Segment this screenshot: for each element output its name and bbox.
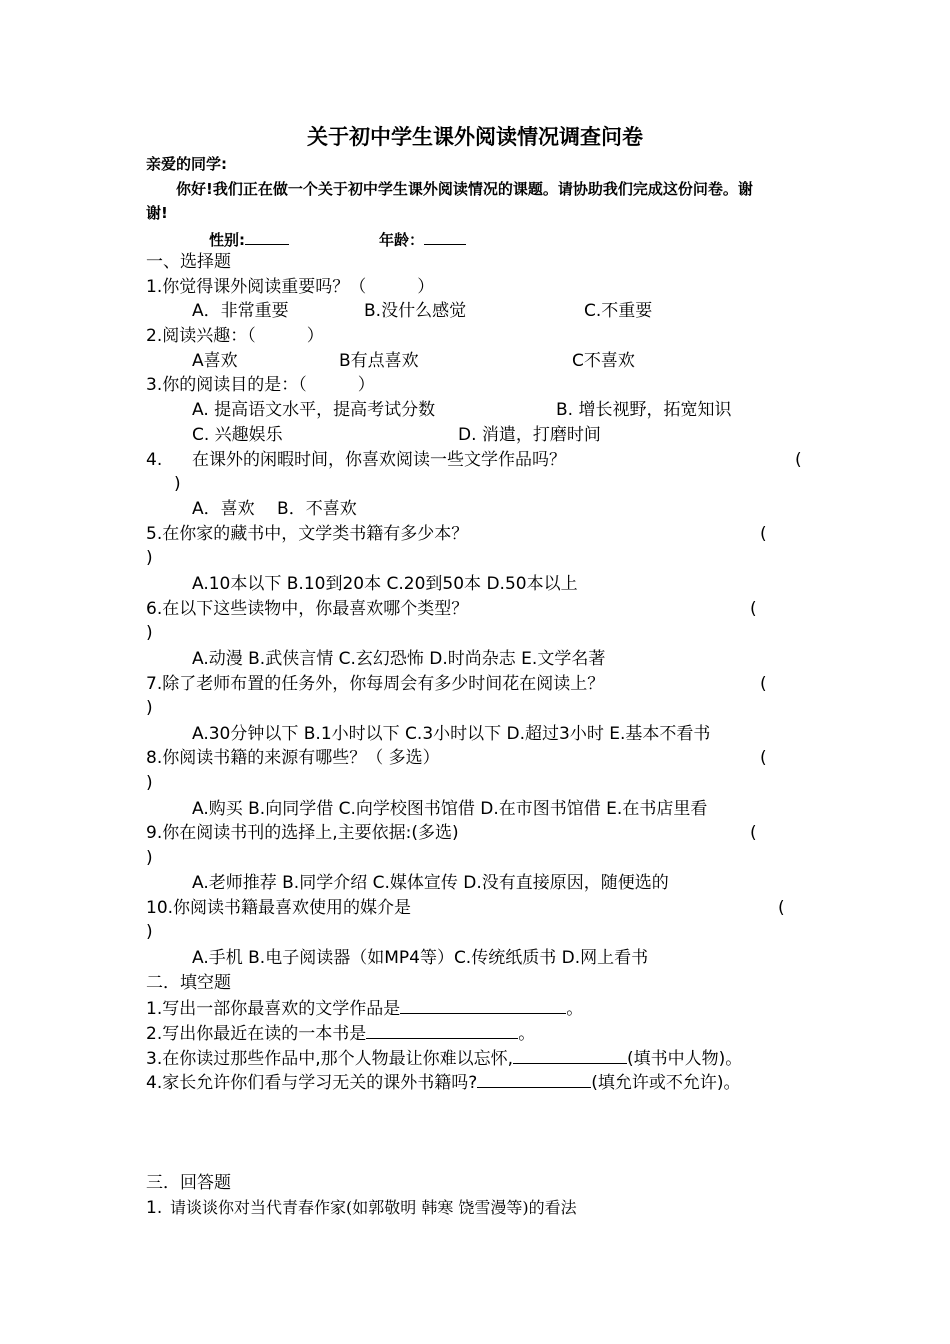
fill-2-text: 2.写出你最近在读的一本书是 <box>146 1024 367 1044</box>
q8-paren-close: ) <box>146 773 153 793</box>
q10-paren-close: ) <box>146 922 153 942</box>
q5-text: 5.在你家的藏书中，文学类书籍有多少本？ <box>146 524 469 544</box>
q5-options[interactable]: A.10本以下 B.10到20本 C.20到50本 D.50本以上 <box>192 574 578 594</box>
q1-option-c[interactable]: C.不重要 <box>584 301 653 321</box>
age-field <box>379 227 466 252</box>
greeting: 亲爱的同学: <box>146 155 227 173</box>
q4-number: 4. <box>146 450 163 470</box>
fill-4 <box>146 1070 741 1095</box>
essay-q1-text: 请谈谈你对当代青春作家(如郭敬明 韩寒 饶雪漫等)的看法 <box>170 1198 577 1217</box>
gender-blank[interactable] <box>245 227 289 245</box>
fill-3-text: 3.在你读过那些作品中,那个人物最让你难以忘怀, <box>146 1049 514 1069</box>
fill-4-end: (填允许或不允许)。 <box>591 1073 741 1093</box>
q9-options[interactable]: A.老师推荐 B.同学介绍 C.媒体宣传 D.没有直接原因，随便选的 <box>192 873 669 893</box>
q10-options[interactable]: A.手机 B.电子阅读器（如MP4等）C.传统纸质书 D.网上看书 <box>192 948 649 968</box>
q8-text: 8.你阅读书籍的来源有哪些？（ 多选） <box>146 748 440 768</box>
fill-1-blank[interactable] <box>400 996 566 1014</box>
q7-text: 7.除了老师布置的任务外，你每周会有多少时间花在阅读上？ <box>146 674 605 694</box>
q5-paren-close: ) <box>146 548 153 568</box>
q3-text: 3.你的阅读目的是：（ ） <box>146 375 375 395</box>
q10-text: 10.你阅读书籍最喜欢使用的媒介是 <box>146 898 412 918</box>
q7-options[interactable]: A.30分钟以下 B.1小时以下 C.3小时以下 D.超过3小时 E.基本不看书 <box>192 724 711 744</box>
q9-paren-close: ) <box>146 848 153 868</box>
q10-paren-open: ( <box>778 898 785 918</box>
q9-text: 9.你在阅读书刊的选择上,主要依据:(多选) <box>146 823 459 843</box>
q1-text: 1.你觉得课外阅读重要吗？（ ） <box>146 277 435 297</box>
q4-paren-close: ) <box>174 474 181 494</box>
gender-field <box>209 227 289 252</box>
section1-heading: 一、选择题 <box>146 252 231 272</box>
q5-paren-open: ( <box>760 524 767 544</box>
q2-option-a[interactable]: A喜欢 <box>192 351 238 371</box>
fill-4-text: 4.家长允许你们看与学习无关的课外书籍吗? <box>146 1073 478 1093</box>
q2-option-c[interactable]: C不喜欢 <box>572 351 635 371</box>
q8-options[interactable]: A.购买 B.向同学借 C.向学校图书馆借 D.在市图书馆借 E.在书店里看 <box>192 799 708 819</box>
fill-2 <box>146 1021 535 1046</box>
q4-options[interactable]: A．喜欢 B．不喜欢 <box>192 499 357 519</box>
section2-heading: 二．填空题 <box>146 973 231 993</box>
fill-1-text: 1.写出一部你最喜欢的文学作品是 <box>146 999 401 1019</box>
q2-text: 2.阅读兴趣：（ ） <box>146 326 324 346</box>
gender-label: 性别: <box>209 231 245 249</box>
q9-paren-open: ( <box>750 823 757 843</box>
section3-heading: 三．回答题 <box>146 1173 231 1193</box>
q6-paren-close: ) <box>146 623 153 643</box>
fill-4-blank[interactable] <box>477 1070 591 1088</box>
page-title: 关于初中学生课外阅读情况调查问卷 <box>307 125 643 149</box>
q7-paren-open: ( <box>760 674 767 694</box>
age-blank[interactable] <box>424 227 466 245</box>
q2-option-b[interactable]: B有点喜欢 <box>339 351 419 371</box>
fill-1 <box>146 996 583 1021</box>
q8-paren-open: ( <box>760 748 767 768</box>
q3-option-d[interactable]: D. 消遣，打磨时间 <box>458 425 601 445</box>
fill-2-blank[interactable] <box>366 1021 518 1039</box>
q1-option-a[interactable]: A．非常重要 <box>192 301 289 321</box>
intro-line-2: 谢! <box>146 204 168 222</box>
essay-q1-number: 1. <box>146 1198 163 1218</box>
q3-option-c[interactable]: C. 兴趣娱乐 <box>192 425 283 445</box>
fill-3-blank[interactable] <box>513 1046 627 1064</box>
intro-line-1: 你好!我们正在做一个关于初中学生课外阅读情况的课题。请协助我们完成这份问卷。谢 <box>176 180 753 198</box>
age-label: 年龄： <box>379 231 425 249</box>
q7-paren-close: ) <box>146 698 153 718</box>
q3-option-a[interactable]: A. 提高语文水平，提高考试分数 <box>192 400 436 420</box>
q6-options[interactable]: A.动漫 B.武侠言情 C.玄幻恐怖 D.时尚杂志 E.文学名著 <box>192 649 606 669</box>
q4-text: 在课外的闲暇时间，你喜欢阅读一些文学作品吗？ <box>192 450 566 470</box>
fill-3 <box>146 1046 742 1071</box>
q3-option-b[interactable]: B. 增长视野，拓宽知识 <box>556 400 732 420</box>
fill-1-end: 。 <box>566 999 584 1019</box>
fill-2-end: 。 <box>518 1024 536 1044</box>
fill-3-end: (填书中人物)。 <box>627 1049 743 1069</box>
q4-paren-open: ( <box>795 450 802 470</box>
q1-option-b[interactable]: B.没什么感觉 <box>364 301 467 321</box>
q6-text: 6.在以下这些读物中，你最喜欢哪个类型？ <box>146 599 469 619</box>
q6-paren-open: ( <box>750 599 757 619</box>
